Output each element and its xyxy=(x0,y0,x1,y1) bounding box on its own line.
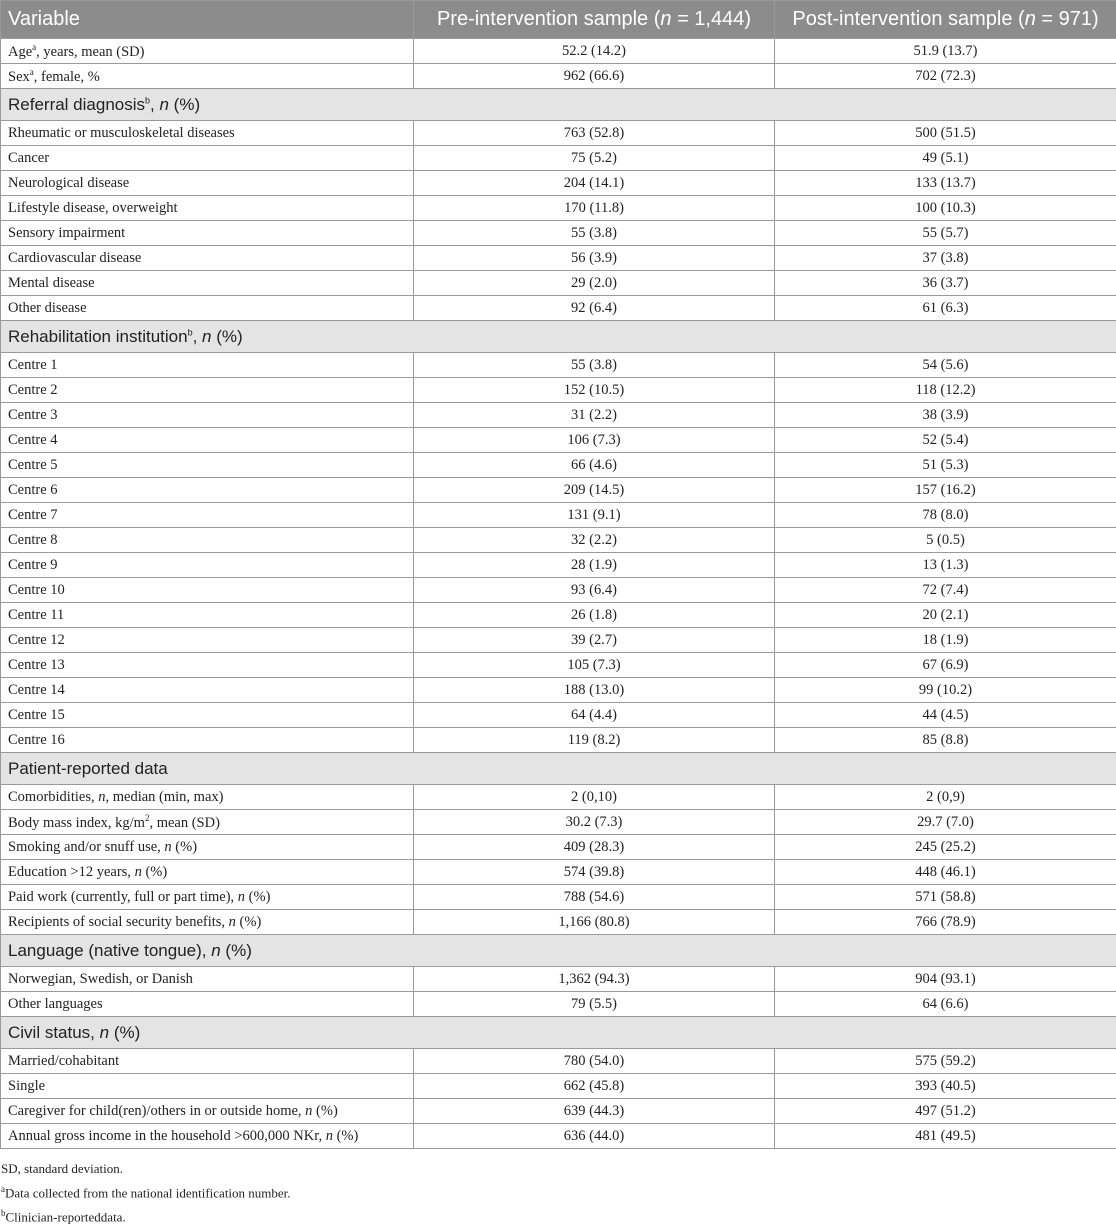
post-value: 51.9 (13.7) xyxy=(775,39,1116,64)
section-title: Rehabilitation institution$^b$, n (%) xyxy=(1,321,1116,353)
post-value: 481 (49.5) xyxy=(775,1124,1116,1149)
pre-value: 788 (54.6) xyxy=(414,885,775,910)
pre-value: 31 (2.2) xyxy=(414,403,775,428)
row-label: Centre 4 xyxy=(1,428,414,453)
table-row xyxy=(1,528,1116,553)
pre-value: 64 (4.4) xyxy=(414,703,775,728)
pre-value: 152 (10.5) xyxy=(414,378,775,403)
section-civil-status xyxy=(1,1017,1116,1049)
section-title: Language (native tongue), n (%) xyxy=(1,935,1116,967)
header-post-intervention: Post-intervention sample (n = 971) xyxy=(775,1,1116,39)
pre-value: 75 (5.2) xyxy=(414,146,775,171)
row-label: Centre 9 xyxy=(1,553,414,578)
post-value: 100 (10.3) xyxy=(775,196,1116,221)
post-value: 20 (2.1) xyxy=(775,603,1116,628)
pre-value: 105 (7.3) xyxy=(414,653,775,678)
post-value: 78 (8.0) xyxy=(775,503,1116,528)
post-value: 575 (59.2) xyxy=(775,1049,1116,1074)
row-label: Centre 2 xyxy=(1,378,414,403)
post-value: 157 (16.2) xyxy=(775,478,1116,503)
post-value: 85 (8.8) xyxy=(775,728,1116,753)
table-row-education xyxy=(1,860,1116,885)
post-value: 118 (12.2) xyxy=(775,378,1116,403)
post-value: 36 (3.7) xyxy=(775,271,1116,296)
row-label: Cardiovascular disease xyxy=(1,246,414,271)
section-rehabilitation-institution xyxy=(1,321,1116,353)
row-label: Other disease xyxy=(1,296,414,321)
pre-value: 636 (44.0) xyxy=(414,1124,775,1149)
post-value: 52 (5.4) xyxy=(775,428,1116,453)
pre-value: 170 (11.8) xyxy=(414,196,775,221)
table-row xyxy=(1,353,1116,378)
table-row xyxy=(1,246,1116,271)
pre-value: 32 (2.2) xyxy=(414,528,775,553)
table-row xyxy=(1,196,1116,221)
row-label: Caregiver for child(ren)/others in or outside home, n (%) xyxy=(1,1099,414,1124)
table-row xyxy=(1,453,1116,478)
row-label: Centre 7 xyxy=(1,503,414,528)
pre-value: 1,362 (94.3) xyxy=(414,967,775,992)
table-row-paid-work xyxy=(1,885,1116,910)
row-label: Cancer xyxy=(1,146,414,171)
post-value: 448 (46.1) xyxy=(775,860,1116,885)
footnote-b: $^b$Clinician-reporteddata. xyxy=(1,1203,1116,1227)
table-row xyxy=(1,121,1116,146)
table-row-benefits xyxy=(1,910,1116,935)
table-row xyxy=(1,296,1116,321)
post-value: 29.7 (7.0) xyxy=(775,810,1116,835)
table-row xyxy=(1,653,1116,678)
post-value: 99 (10.2) xyxy=(775,678,1116,703)
table-row xyxy=(1,171,1116,196)
pre-value: 106 (7.3) xyxy=(414,428,775,453)
pre-value: 780 (54.0) xyxy=(414,1049,775,1074)
post-value: 13 (1.3) xyxy=(775,553,1116,578)
pre-value: 28 (1.9) xyxy=(414,553,775,578)
pre-value: 639 (44.3) xyxy=(414,1099,775,1124)
post-value: 67 (6.9) xyxy=(775,653,1116,678)
table-row xyxy=(1,428,1116,453)
row-label: Married/cohabitant xyxy=(1,1049,414,1074)
section-title: Civil status, n (%) xyxy=(1,1017,1116,1049)
row-label: Sensory impairment xyxy=(1,221,414,246)
table-row-age xyxy=(1,39,1116,64)
table-row xyxy=(1,503,1116,528)
row-label: Norwegian, Swedish, or Danish xyxy=(1,967,414,992)
table-row xyxy=(1,703,1116,728)
table-row xyxy=(1,992,1116,1017)
post-value: 500 (51.5) xyxy=(775,121,1116,146)
table-row-smoking xyxy=(1,835,1116,860)
row-label: Lifestyle disease, overweight xyxy=(1,196,414,221)
post-value: 61 (6.3) xyxy=(775,296,1116,321)
pre-value: 39 (2.7) xyxy=(414,628,775,653)
post-value: 55 (5.7) xyxy=(775,221,1116,246)
row-label: Age$^a$, years, mean (SD) xyxy=(1,39,414,64)
section-language xyxy=(1,935,1116,967)
post-value: 571 (58.8) xyxy=(775,885,1116,910)
table-row xyxy=(1,967,1116,992)
pre-value: 962 (66.6) xyxy=(414,64,775,89)
post-value: 2 (0,9) xyxy=(775,785,1116,810)
row-label: Centre 6 xyxy=(1,478,414,503)
section-patient-reported-data xyxy=(1,753,1116,785)
row-label: Sex$^a$, female, % xyxy=(1,64,414,89)
row-label: Centre 5 xyxy=(1,453,414,478)
pre-value: 56 (3.9) xyxy=(414,246,775,271)
post-value: 38 (3.9) xyxy=(775,403,1116,428)
row-label: Centre 13 xyxy=(1,653,414,678)
table-row xyxy=(1,403,1116,428)
row-label: Body mass index, $kg/m^2$, mean (SD) xyxy=(1,810,414,835)
row-label: Centre 16 xyxy=(1,728,414,753)
pre-value: 55 (3.8) xyxy=(414,353,775,378)
table-row-caregiver xyxy=(1,1099,1116,1124)
post-value: 245 (25.2) xyxy=(775,835,1116,860)
row-label: Centre 1 xyxy=(1,353,414,378)
row-label: Rheumatic or musculoskeletal diseases xyxy=(1,121,414,146)
table-header-row xyxy=(1,1,1116,39)
row-label: Centre 15 xyxy=(1,703,414,728)
table-row xyxy=(1,603,1116,628)
post-value: 702 (72.3) xyxy=(775,64,1116,89)
table-row xyxy=(1,271,1116,296)
pre-value: 92 (6.4) xyxy=(414,296,775,321)
post-value: 133 (13.7) xyxy=(775,171,1116,196)
table-row xyxy=(1,478,1116,503)
post-value: 54 (5.6) xyxy=(775,353,1116,378)
post-value: 51 (5.3) xyxy=(775,453,1116,478)
section-title: Referral diagnosis$^b$, n (%) xyxy=(1,89,1116,121)
pre-value: 66 (4.6) xyxy=(414,453,775,478)
row-label: Centre 11 xyxy=(1,603,414,628)
post-value: 393 (40.5) xyxy=(775,1074,1116,1099)
row-label: Recipients of social security benefits, n (%) xyxy=(1,910,414,935)
post-value: 37 (3.8) xyxy=(775,246,1116,271)
table-row-single xyxy=(1,1074,1116,1099)
row-label: Centre 12 xyxy=(1,628,414,653)
pre-value: 55 (3.8) xyxy=(414,221,775,246)
pre-value: 574 (39.8) xyxy=(414,860,775,885)
row-label: Education >12 years, n (%) xyxy=(1,860,414,885)
pre-value: 1,166 (80.8) xyxy=(414,910,775,935)
row-label: Neurological disease xyxy=(1,171,414,196)
pre-value: 131 (9.1) xyxy=(414,503,775,528)
row-label: Annual gross income in the household >600,000 NKr, n (%) xyxy=(1,1124,414,1149)
footnote-sd: SD, standard deviation. xyxy=(1,1159,1116,1179)
table-row xyxy=(1,678,1116,703)
header-variable: Variable xyxy=(1,1,414,39)
table-row-sex xyxy=(1,64,1116,89)
table-row xyxy=(1,628,1116,653)
row-label: Centre 14 xyxy=(1,678,414,703)
row-label: Centre 8 xyxy=(1,528,414,553)
row-label: Centre 3 xyxy=(1,403,414,428)
row-label: Smoking and/or snuff use, n (%) xyxy=(1,835,414,860)
table-row xyxy=(1,146,1116,171)
post-value: 5 (0.5) xyxy=(775,528,1116,553)
pre-value: 2 (0,10) xyxy=(414,785,775,810)
row-label: Comorbidities, n, median (min, max) xyxy=(1,785,414,810)
pre-value: 30.2 (7.3) xyxy=(414,810,775,835)
row-label: Mental disease xyxy=(1,271,414,296)
post-value: 497 (51.2) xyxy=(775,1099,1116,1124)
pre-value: 52.2 (14.2) xyxy=(414,39,775,64)
pre-value: 93 (6.4) xyxy=(414,578,775,603)
pre-value: 188 (13.0) xyxy=(414,678,775,703)
table-footnotes xyxy=(0,1159,1116,1228)
pre-value: 409 (28.3) xyxy=(414,835,775,860)
row-label: Single xyxy=(1,1074,414,1099)
section-referral-diagnosis xyxy=(1,89,1116,121)
post-value: 72 (7.4) xyxy=(775,578,1116,603)
table-row-married xyxy=(1,1049,1116,1074)
pre-value: 29 (2.0) xyxy=(414,271,775,296)
table-row-income xyxy=(1,1124,1116,1149)
pre-value: 763 (52.8) xyxy=(414,121,775,146)
pre-value: 662 (45.8) xyxy=(414,1074,775,1099)
post-value: 44 (4.5) xyxy=(775,703,1116,728)
pre-value: 79 (5.5) xyxy=(414,992,775,1017)
post-value: 64 (6.6) xyxy=(775,992,1116,1017)
table-row-bmi xyxy=(1,810,1116,835)
table-row xyxy=(1,221,1116,246)
post-value: 49 (5.1) xyxy=(775,146,1116,171)
pre-value: 26 (1.8) xyxy=(414,603,775,628)
post-value: 904 (93.1) xyxy=(775,967,1116,992)
footnote-a: $^a$Data collected from the national identification number. xyxy=(1,1179,1116,1203)
table-row xyxy=(1,578,1116,603)
pre-value: 209 (14.5) xyxy=(414,478,775,503)
pre-value: 204 (14.1) xyxy=(414,171,775,196)
row-label: Paid work (currently, full or part time), n (%) xyxy=(1,885,414,910)
pre-value: 119 (8.2) xyxy=(414,728,775,753)
row-label: Centre 10 xyxy=(1,578,414,603)
post-value: 18 (1.9) xyxy=(775,628,1116,653)
row-label: Other languages xyxy=(1,992,414,1017)
table-row xyxy=(1,553,1116,578)
header-pre-intervention: Pre-intervention sample (n = 1,444) xyxy=(414,1,775,39)
table-row xyxy=(1,728,1116,753)
table-row-comorbidities xyxy=(1,785,1116,810)
table-row xyxy=(1,378,1116,403)
post-value: 766 (78.9) xyxy=(775,910,1116,935)
section-title: Patient-reported data xyxy=(1,753,1116,785)
